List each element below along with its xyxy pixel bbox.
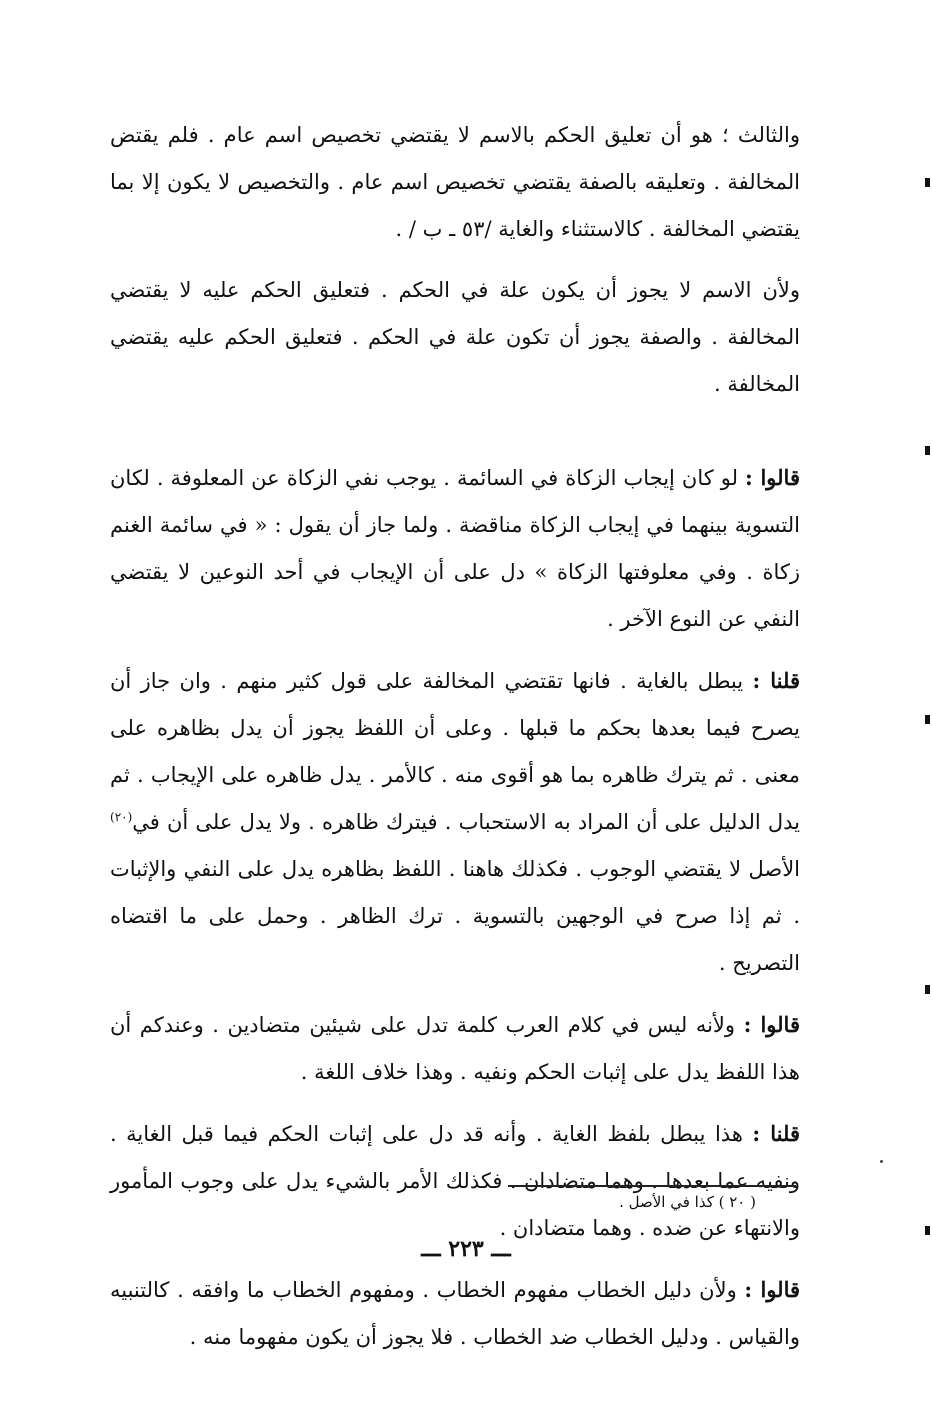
paragraph-2 [110,267,800,408]
paragraph-text: يبطل بالغاية . فانها تقتضي المخالفة على قول كثير منهم . وان جاز أن يصرح فيما بعدها بحكم ما قبلها . وعلى أن اللفظ يجوز أن يدل بظاهره على معنى . ثم يترك ظاهره بما هو أقوى منه . كالأمر . يدل ظاهره على الإيجاب . ثم يدل الدليل على أن المراد به الاستحباب . فيترك ظاهره . ولا يدل على أن في [110,669,800,834]
footnote-divider [508,1185,796,1187]
margin-mark [925,1226,930,1235]
paragraph-text: والثالث ؛ هو أن تعليق الحكم بالاسم لا يقتضي تخصيص اسم عام . فلم يقتض المخالفة . وتعليقه بالصفة يقتضي تخصيص اسم عام . والتخصيص لا يكون إلا بما يقتضي المخالفة . كالاستثناء والغاية /٥٣ ـ ب / . [110,123,800,241]
footnote: ( ٢٠ ) كذا في الأصل . [619,1193,756,1211]
speaker-label: قلنا : [752,1121,800,1146]
speaker-label: قالوا : [744,1277,801,1302]
speaker-label: قالوا : [743,1012,800,1037]
paragraph-text: لو كان إيجاب الزكاة في السائمة . يوجب نفي الزكاة عن المعلوفة . لكان التسوية بينهما في إيجاب الزكاة مناقضة . ولما جاز أن يقول : « في سائمة الغنم زكاة . وفي معلوفتها الزكاة » دل على أن الإيجاب في أحد النوعين لا يقتضي النفي عن النوع الآخر . [110,466,800,631]
paragraph-7 [110,1266,800,1361]
body-text [110,112,800,1361]
speaker-label: قالوا : [745,465,800,490]
margin-mark [925,715,930,724]
paragraph-4 [110,657,800,987]
paragraph-3 [110,454,800,643]
paragraph-1 [110,112,800,253]
paragraph-6 [110,1110,800,1252]
paragraph-5 [110,1001,800,1096]
footnote-reference: (٢٠) [110,810,133,824]
paragraph-text-continued: الأصل لا يقتضي الوجوب . فكذلك هاهنا . اللفظ بظاهره يدل على النفي والإثبات . ثم إذا صرح في الوجهين بالتسوية . ترك الظاهر . وحمل على ما اقتضاه التصريح . [110,857,800,975]
paragraph-text: هذا يبطل بلفظ الغاية . وأنه قد دل على إثبات الحكم فيما قبل الغاية . ونفيه عما بعدها . وهما متضادان . فكذلك الأمر بالشيء يدل على وجوب المأمور والانتهاء عن ضده . وهما متضادان . [110,1122,800,1240]
scan-speck [880,1160,883,1163]
paragraph-text: ولأنه ليس في كلام العرب كلمة تدل على شيئين متضادين . وعندكم أن هذا اللفظ يدل على إثبات الحكم ونفيه . وهذا خلاف اللغة . [110,1013,800,1084]
margin-mark [925,446,930,455]
margin-mark [925,985,930,994]
page-number: ـــ ٢٢٣ ـــ [421,1236,511,1262]
margin-mark [925,178,930,187]
paragraph-text: ولأن دليل الخطاب مفهوم الخطاب . ومفهوم الخطاب ما وافقه . كالتنبيه والقياس . ودليل الخطاب ضد الخطاب . فلا يجوز أن يكون مفهوما منه . [110,1278,800,1349]
speaker-label: قلنا : [752,668,800,693]
paragraph-text: ولأن الاسم لا يجوز أن يكون علة في الحكم . فتعليق الحكم عليه لا يقتضي المخالفة . والصفة يجوز أن تكون علة في الحكم . فتعليق الحكم عليه يقتضي المخالفة . [110,278,800,396]
